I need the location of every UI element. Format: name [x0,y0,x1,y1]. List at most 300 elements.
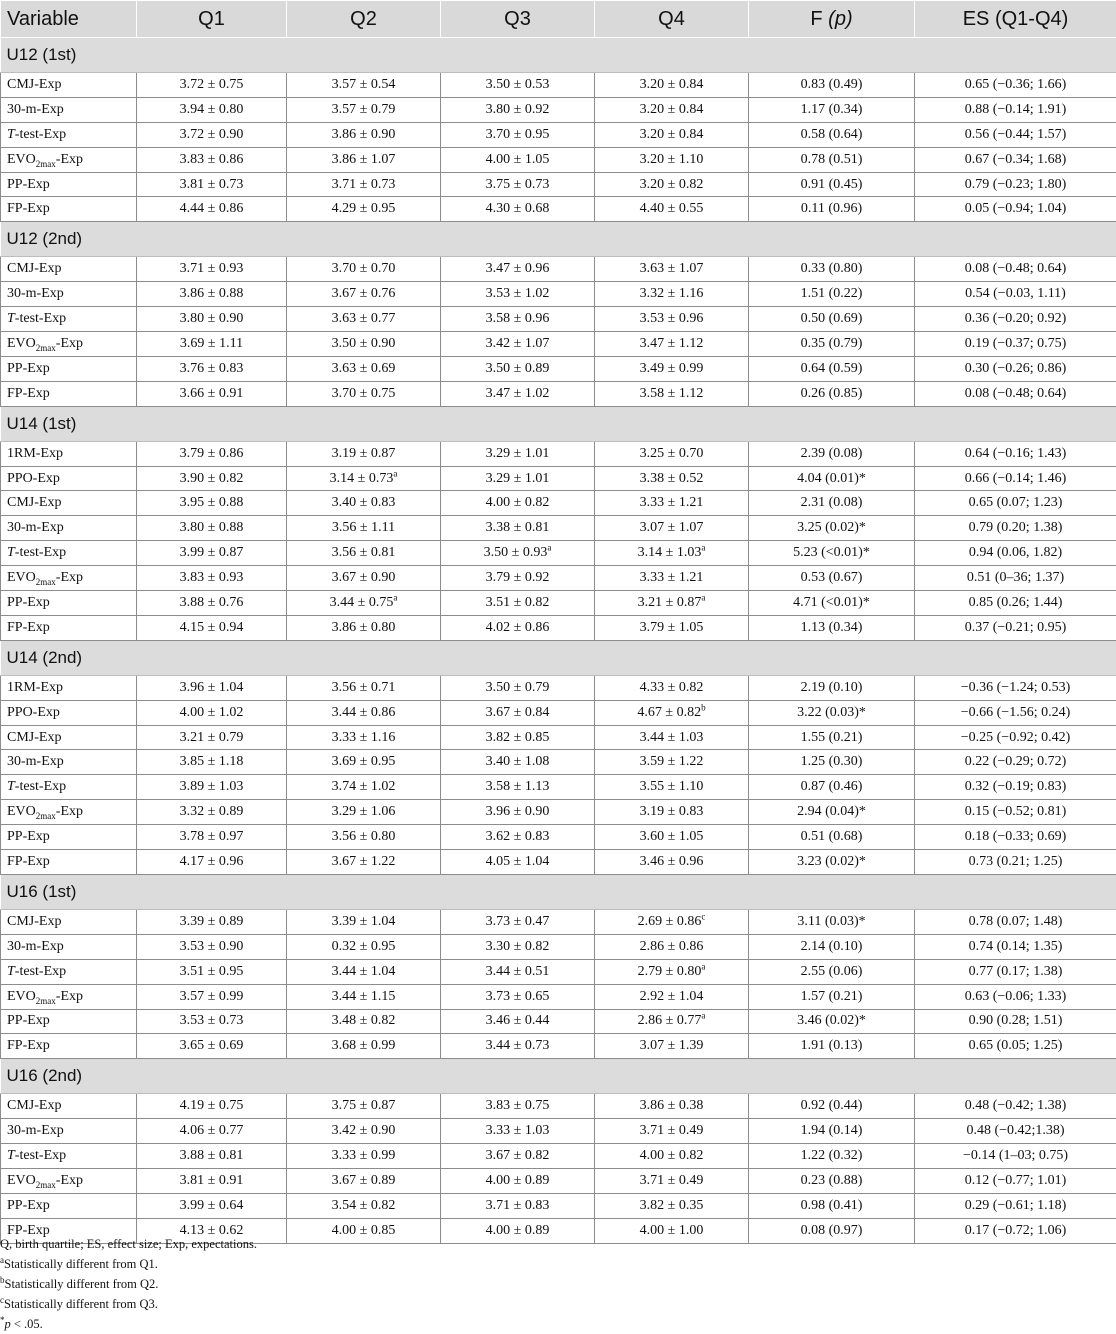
value-cell: 0.30 (−0.26; 0.86) [915,356,1116,381]
variable-cell: FP-Exp [1,1218,137,1243]
value-cell: 0.63 (−0.06; 1.33) [915,984,1116,1009]
variable-cell: 30-m-Exp [1,1119,137,1144]
value-cell: 2.19 (0.10) [749,675,915,700]
value-cell: 3.53 ± 0.90 [137,934,287,959]
value-cell: 3.33 ± 1.21 [595,491,749,516]
header-q4: Q4 [595,1,749,38]
value-cell: 3.46 ± 0.96 [595,850,749,875]
table-row [1,491,1116,516]
table-row [1,934,1116,959]
note-p [0,1314,1116,1334]
value-cell: 0.51 (0.68) [749,825,915,850]
value-cell: 3.53 ± 1.02 [441,282,595,307]
value-cell: 3.56 ± 0.71 [287,675,441,700]
value-cell: 0.22 (−0.29; 0.72) [915,750,1116,775]
value-cell: 0.65 (0.07; 1.23) [915,491,1116,516]
value-cell: 2.55 (0.06) [749,959,915,984]
value-cell: 3.75 ± 0.73 [441,172,595,197]
note-b [0,1274,1116,1294]
value-cell: 0.73 (0.21; 1.25) [915,850,1116,875]
value-cell: 2.86 ± 0.77$^a$ [595,1009,749,1034]
value-cell: 3.25 (0.02)* [749,516,915,541]
value-cell: 3.86 ± 0.80 [287,615,441,640]
value-cell: −0.14 (1–03; 0.75) [915,1144,1116,1169]
value-cell: 4.13 ± 0.62 [137,1218,287,1243]
value-cell: 0.05 (−0.94; 1.04) [915,197,1116,222]
value-cell: 3.20 ± 0.84 [595,73,749,98]
variable-cell: FP-Exp [1,381,137,406]
group-row [1,874,1116,909]
variable-cell: PP-Exp [1,825,137,850]
value-cell: 0.08 (−0.48; 0.64) [915,381,1116,406]
table-row [1,825,1116,850]
value-cell: 3.68 ± 0.99 [287,1034,441,1059]
table-row [1,172,1116,197]
value-cell: 3.44 ± 1.04 [287,959,441,984]
value-cell: 1.55 (0.21) [749,725,915,750]
value-cell: 3.88 ± 0.81 [137,1144,287,1169]
value-cell: 0.36 (−0.20; 0.92) [915,307,1116,332]
group-row [1,222,1116,257]
value-cell: 3.20 ± 0.84 [595,97,749,122]
value-cell: 0.94 (0.06, 1.82) [915,541,1116,566]
value-cell: 3.70 ± 0.70 [287,257,441,282]
value-cell: 0.51 (0–36; 1.37) [915,566,1116,591]
value-cell: 3.72 ± 0.75 [137,73,287,98]
value-cell: 3.79 ± 0.92 [441,566,595,591]
value-cell: 3.74 ± 1.02 [287,775,441,800]
variable-cell: CMJ-Exp [1,1094,137,1119]
header-f-p: F (p) [749,1,915,38]
value-cell: 3.32 ± 0.89 [137,800,287,825]
variable-cell: $EVO_{2max}$-Exp [1,147,137,172]
note-p-marker: * [0,1315,5,1325]
table-row [1,1094,1116,1119]
value-cell: 3.20 ± 0.82 [595,172,749,197]
value-cell: 3.73 ± 0.65 [441,984,595,1009]
value-cell: 3.33 ± 0.99 [287,1144,441,1169]
table-row [1,675,1116,700]
value-cell: 3.33 ± 1.21 [595,566,749,591]
table-row [1,1034,1116,1059]
variable-cell: T-test-Exp [1,775,137,800]
value-cell: 2.39 (0.08) [749,441,915,466]
value-cell: 3.14 ± 0.73$^a$ [287,466,441,491]
header-q1: Q1 [137,1,287,38]
value-cell: 2.86 ± 0.86 [595,934,749,959]
value-cell: 3.85 ± 1.18 [137,750,287,775]
variable-cell: 30-m-Exp [1,282,137,307]
table-row [1,1119,1116,1144]
table-row [1,1144,1116,1169]
value-cell: 3.80 ± 0.90 [137,307,287,332]
value-cell: 0.90 (0.28; 1.51) [915,1009,1116,1034]
value-cell: 3.82 ± 0.85 [441,725,595,750]
value-cell: 3.69 ± 1.11 [137,332,287,357]
variable-cell: PP-Exp [1,1009,137,1034]
value-cell: 4.71 (<0.01)* [749,591,915,616]
header-es: ES (Q1-Q4) [915,1,1116,38]
value-cell: 3.42 ± 1.07 [441,332,595,357]
value-cell: 4.05 ± 1.04 [441,850,595,875]
table-row [1,197,1116,222]
value-cell: 0.32 (−0.19; 0.83) [915,775,1116,800]
value-cell: 3.81 ± 0.91 [137,1168,287,1193]
value-cell: 3.88 ± 0.76 [137,591,287,616]
table-row [1,566,1116,591]
value-cell: 3.40 ± 0.83 [287,491,441,516]
value-cell: 3.39 ± 1.04 [287,909,441,934]
value-cell: 4.17 ± 0.96 [137,850,287,875]
variable-cell: PP-Exp [1,356,137,381]
value-cell: 3.94 ± 0.80 [137,97,287,122]
value-cell: 3.90 ± 0.82 [137,466,287,491]
variable-cell: $EVO_{2max}$-Exp [1,984,137,1009]
value-cell: 0.48 (−0.42; 1.38) [915,1094,1116,1119]
value-cell: 3.58 ± 0.96 [441,307,595,332]
value-cell: 1.51 (0.22) [749,282,915,307]
table-row [1,1193,1116,1218]
value-cell: 3.47 ± 1.12 [595,332,749,357]
value-cell: 3.59 ± 1.22 [595,750,749,775]
value-cell: 0.56 (−0.44; 1.57) [915,122,1116,147]
value-cell: 3.44 ± 0.51 [441,959,595,984]
variable-cell: $EVO_{2max}$-Exp [1,800,137,825]
value-cell: 3.56 ± 1.11 [287,516,441,541]
variable-cell: PP-Exp [1,172,137,197]
header-q2: Q2 [287,1,441,38]
value-cell: 0.88 (−0.14; 1.91) [915,97,1116,122]
group-title: U14 (1st) [1,406,1116,441]
value-cell: 3.53 ± 0.73 [137,1009,287,1034]
value-cell: 4.29 ± 0.95 [287,197,441,222]
value-cell: 3.40 ± 1.08 [441,750,595,775]
header-row [1,1,1116,38]
value-cell: 3.20 ± 0.84 [595,122,749,147]
value-cell: 0.58 (0.64) [749,122,915,147]
value-cell: 3.38 ± 0.52 [595,466,749,491]
value-cell: 3.25 ± 0.70 [595,441,749,466]
value-cell: 0.15 (−0.52; 0.81) [915,800,1116,825]
value-cell: 3.50 ± 0.90 [287,332,441,357]
variable-cell: 1RM-Exp [1,675,137,700]
value-cell: 3.58 ± 1.13 [441,775,595,800]
value-cell: 3.65 ± 0.69 [137,1034,287,1059]
value-cell: 4.00 ± 1.05 [441,147,595,172]
group-row [1,38,1116,73]
value-cell: 1.25 (0.30) [749,750,915,775]
value-cell: 3.32 ± 1.16 [595,282,749,307]
value-cell: 3.07 ± 1.39 [595,1034,749,1059]
value-cell: 4.33 ± 0.82 [595,675,749,700]
variable-cell: $EVO_{2max}$-Exp [1,566,137,591]
value-cell: −0.25 (−0.92; 0.42) [915,725,1116,750]
group-row [1,1059,1116,1094]
value-cell: 3.89 ± 1.03 [137,775,287,800]
variable-cell: 30-m-Exp [1,97,137,122]
table-row [1,1009,1116,1034]
value-cell: 3.21 ± 0.79 [137,725,287,750]
value-cell: 3.44 ± 1.15 [287,984,441,1009]
value-cell: 0.48 (−0.42;1.38) [915,1119,1116,1144]
value-cell: 0.53 (0.67) [749,566,915,591]
note-c [0,1294,1116,1314]
value-cell: 3.67 ± 0.82 [441,1144,595,1169]
value-cell: 2.79 ± 0.80$^a$ [595,959,749,984]
value-cell: 3.57 ± 0.79 [287,97,441,122]
value-cell: 2.31 (0.08) [749,491,915,516]
table-row [1,97,1116,122]
value-cell: 4.00 ± 0.82 [595,1144,749,1169]
value-cell: 3.63 ± 0.77 [287,307,441,332]
value-cell: 3.76 ± 0.83 [137,356,287,381]
group-row [1,406,1116,441]
value-cell: −0.36 (−1.24; 0.53) [915,675,1116,700]
value-cell: 3.51 ± 0.95 [137,959,287,984]
table-row [1,615,1116,640]
value-cell: 0.78 (0.07; 1.48) [915,909,1116,934]
variable-cell: PPO-Exp [1,466,137,491]
value-cell: 3.47 ± 1.02 [441,381,595,406]
variable-cell: FP-Exp [1,850,137,875]
value-cell: 1.91 (0.13) [749,1034,915,1059]
value-cell: 3.75 ± 0.87 [287,1094,441,1119]
value-cell: 0.91 (0.45) [749,172,915,197]
value-cell: 3.50 ± 0.93$^a$ [441,541,595,566]
value-cell: 3.83 ± 0.75 [441,1094,595,1119]
value-cell: 3.71 ± 0.49 [595,1168,749,1193]
value-cell: 2.69 ± 0.86$^c$ [595,909,749,934]
variable-cell: CMJ-Exp [1,725,137,750]
value-cell: 3.96 ± 1.04 [137,675,287,700]
value-cell: 4.00 ± 0.89 [441,1168,595,1193]
value-cell: 1.17 (0.34) [749,97,915,122]
value-cell: 0.08 (−0.48; 0.64) [915,257,1116,282]
value-cell: 3.71 ± 0.83 [441,1193,595,1218]
value-cell: 3.83 ± 0.93 [137,566,287,591]
variable-cell: T-test-Exp [1,959,137,984]
variable-cell: FP-Exp [1,615,137,640]
value-cell: 3.42 ± 0.90 [287,1119,441,1144]
note-b-text: Statistically different from Q2. [5,1277,159,1291]
note-abbreviations: Q, birth quartile; ES, effect size; Exp, expectations. [0,1234,1116,1254]
group-title: U16 (1st) [1,874,1116,909]
group-title: U16 (2nd) [1,1059,1116,1094]
value-cell: 0.79 (−0.23; 1.80) [915,172,1116,197]
value-cell: 3.82 ± 0.35 [595,1193,749,1218]
value-cell: 3.23 (0.02)* [749,850,915,875]
value-cell: 3.55 ± 1.10 [595,775,749,800]
table-row [1,700,1116,725]
table-row [1,516,1116,541]
value-cell: 3.56 ± 0.80 [287,825,441,850]
note-p-text: p < .05. [5,1317,43,1331]
value-cell: 3.80 ± 0.92 [441,97,595,122]
value-cell: 3.22 (0.03)* [749,700,915,725]
value-cell: 3.49 ± 0.99 [595,356,749,381]
table-row [1,984,1116,1009]
value-cell: 3.29 ± 1.01 [441,441,595,466]
variable-cell: 30-m-Exp [1,516,137,541]
value-cell: 3.19 ± 0.83 [595,800,749,825]
value-cell: 1.94 (0.14) [749,1119,915,1144]
note-a-text: Statistically different from Q1. [4,1257,158,1271]
note-b-marker: b [0,1275,5,1285]
note-c-marker: c [0,1295,4,1305]
variable-cell: FP-Exp [1,1034,137,1059]
value-cell: 0.50 (0.69) [749,307,915,332]
value-cell: 3.86 ± 0.90 [287,122,441,147]
value-cell: 0.65 (0.05; 1.25) [915,1034,1116,1059]
value-cell: 4.40 ± 0.55 [595,197,749,222]
value-cell: 4.04 (0.01)* [749,466,915,491]
variable-cell: 1RM-Exp [1,441,137,466]
variable-cell: PPO-Exp [1,700,137,725]
value-cell: 0.64 (−0.16; 1.43) [915,441,1116,466]
value-cell: 0.33 (0.80) [749,257,915,282]
variable-cell: PP-Exp [1,1193,137,1218]
value-cell: 0.78 (0.51) [749,147,915,172]
value-cell: 3.72 ± 0.90 [137,122,287,147]
header-q3: Q3 [441,1,595,38]
value-cell: 3.07 ± 1.07 [595,516,749,541]
group-title: U14 (2nd) [1,640,1116,675]
value-cell: 3.78 ± 0.97 [137,825,287,850]
value-cell: 3.11 (0.03)* [749,909,915,934]
value-cell: 3.73 ± 0.47 [441,909,595,934]
value-cell: 4.00 ± 0.89 [441,1218,595,1243]
variable-cell: $EVO_{2max}$-Exp [1,332,137,357]
value-cell: 3.54 ± 0.82 [287,1193,441,1218]
value-cell: 1.13 (0.34) [749,615,915,640]
table-row [1,332,1116,357]
table-row [1,750,1116,775]
table-row [1,441,1116,466]
value-cell: 0.12 (−0.77; 1.01) [915,1168,1116,1193]
variable-cell: 30-m-Exp [1,934,137,959]
value-cell: 0.11 (0.96) [749,197,915,222]
value-cell: 0.66 (−0.14; 1.46) [915,466,1116,491]
value-cell: 3.51 ± 0.82 [441,591,595,616]
value-cell: 3.29 ± 1.06 [287,800,441,825]
value-cell: 3.67 ± 0.84 [441,700,595,725]
value-cell: 0.35 (0.79) [749,332,915,357]
value-cell: 0.37 (−0.21; 0.95) [915,615,1116,640]
value-cell: 4.67 ± 0.82$^b$ [595,700,749,725]
value-cell: 3.50 ± 0.89 [441,356,595,381]
value-cell: 4.02 ± 0.86 [441,615,595,640]
table-row [1,591,1116,616]
variable-cell: CMJ-Exp [1,257,137,282]
value-cell: 4.00 ± 1.00 [595,1218,749,1243]
value-cell: 3.33 ± 1.16 [287,725,441,750]
value-cell: 3.50 ± 0.53 [441,73,595,98]
group-title: U12 (2nd) [1,222,1116,257]
variable-cell: T-test-Exp [1,1144,137,1169]
table-notes [0,1234,1116,1334]
table-body [1,38,1116,1244]
value-cell: 0.19 (−0.37; 0.75) [915,332,1116,357]
table-row [1,282,1116,307]
value-cell: 3.83 ± 0.86 [137,147,287,172]
value-cell: 3.29 ± 1.01 [441,466,595,491]
value-cell: 3.14 ± 1.03$^a$ [595,541,749,566]
value-cell: 3.19 ± 0.87 [287,441,441,466]
value-cell: 3.86 ± 0.88 [137,282,287,307]
table-row [1,1168,1116,1193]
value-cell: 3.67 ± 0.90 [287,566,441,591]
value-cell: 4.00 ± 1.02 [137,700,287,725]
value-cell: 4.30 ± 0.68 [441,197,595,222]
table-row [1,800,1116,825]
value-cell: 3.47 ± 0.96 [441,257,595,282]
value-cell: 3.99 ± 0.64 [137,1193,287,1218]
value-cell: 0.54 (−0.03, 1.11) [915,282,1116,307]
table-row [1,73,1116,98]
value-cell: 4.44 ± 0.86 [137,197,287,222]
table-row [1,356,1116,381]
value-cell: 0.98 (0.41) [749,1193,915,1218]
table-row [1,147,1116,172]
value-cell: 0.77 (0.17; 1.38) [915,959,1116,984]
variable-cell: CMJ-Exp [1,73,137,98]
value-cell: 3.62 ± 0.83 [441,825,595,850]
table-row [1,850,1116,875]
value-cell: 0.18 (−0.33; 0.69) [915,825,1116,850]
value-cell: 0.92 (0.44) [749,1094,915,1119]
table-row [1,541,1116,566]
value-cell: 3.79 ± 1.05 [595,615,749,640]
value-cell: 1.57 (0.21) [749,984,915,1009]
value-cell: 3.57 ± 0.54 [287,73,441,98]
note-c-text: Statistically different from Q3. [4,1297,158,1311]
value-cell: 3.63 ± 1.07 [595,257,749,282]
value-cell: 3.30 ± 0.82 [441,934,595,959]
value-cell: 0.87 (0.46) [749,775,915,800]
value-cell: 3.20 ± 1.10 [595,147,749,172]
value-cell: 3.79 ± 0.86 [137,441,287,466]
value-cell: 3.69 ± 0.95 [287,750,441,775]
value-cell: 3.96 ± 0.90 [441,800,595,825]
value-cell: 3.56 ± 0.81 [287,541,441,566]
value-cell: 2.14 (0.10) [749,934,915,959]
value-cell: −0.66 (−1.56; 0.24) [915,700,1116,725]
value-cell: 0.29 (−0.61; 1.18) [915,1193,1116,1218]
value-cell: 0.79 (0.20; 1.38) [915,516,1116,541]
value-cell: 3.67 ± 0.89 [287,1168,441,1193]
value-cell: 4.19 ± 0.75 [137,1094,287,1119]
value-cell: 2.92 ± 1.04 [595,984,749,1009]
variable-cell: $EVO_{2max}$-Exp [1,1168,137,1193]
value-cell: 3.48 ± 0.82 [287,1009,441,1034]
value-cell: 3.44 ± 0.86 [287,700,441,725]
variable-cell: PP-Exp [1,591,137,616]
value-cell: 3.80 ± 0.88 [137,516,287,541]
value-cell: 3.66 ± 0.91 [137,381,287,406]
variable-cell: T-test-Exp [1,541,137,566]
value-cell: 3.21 ± 0.87$^a$ [595,591,749,616]
value-cell: 0.23 (0.88) [749,1168,915,1193]
value-cell: 3.70 ± 0.75 [287,381,441,406]
value-cell: 3.86 ± 1.07 [287,147,441,172]
value-cell: 3.44 ± 0.75$^a$ [287,591,441,616]
variable-cell: CMJ-Exp [1,491,137,516]
value-cell: 5.23 (<0.01)* [749,541,915,566]
note-a-marker: a [0,1255,4,1265]
table-row [1,775,1116,800]
value-cell: 0.17 (−0.72; 1.06) [915,1218,1116,1243]
value-cell: 3.38 ± 0.81 [441,516,595,541]
